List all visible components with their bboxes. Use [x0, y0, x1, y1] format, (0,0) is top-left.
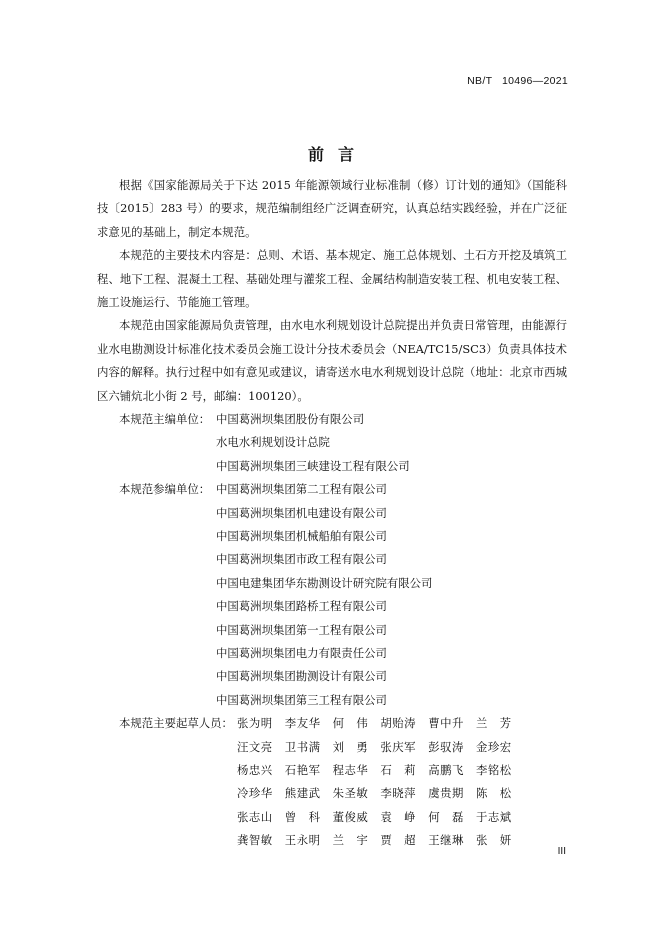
participant-row: [97, 525, 567, 548]
drafter-name: 张志山: [237, 809, 273, 824]
drafter-name: 张 妍: [475, 833, 512, 848]
participant-row: [97, 665, 567, 688]
drafter-name: 石艳军: [284, 762, 321, 777]
participant-row: [97, 595, 567, 618]
standard-code: NB/T 10496—2021: [467, 75, 568, 87]
participant-row: [97, 478, 567, 501]
participant-unit: 中国电建集团华东勘测设计研究院有限公司: [216, 575, 433, 590]
drafter-name: 刘 勇: [332, 739, 369, 754]
drafters-label: 本规范主要起草人员：: [119, 716, 233, 731]
drafter-name: 袁 峥: [380, 809, 417, 824]
participant-unit: 中国葛洲坝集团机械船舶有限公司: [216, 529, 387, 544]
drafter-name: 龚智敏: [237, 833, 273, 848]
participant-row: [97, 642, 567, 665]
drafter-name: 张庆军: [380, 739, 417, 754]
drafters-block: [97, 712, 567, 852]
drafter-name: 高鹏飞: [428, 762, 464, 777]
drafter-name: 何 伟: [332, 716, 369, 731]
page-number: III: [557, 846, 566, 857]
drafters-names: [237, 712, 524, 852]
drafter-name: 石 莉: [380, 762, 417, 777]
drafter-name: 董俊威: [332, 809, 369, 824]
drafter-name: 王永明: [284, 833, 321, 848]
chief-editor-row: [97, 431, 567, 454]
paragraph-3: 本规范由国家能源局负责管理，由水电水利规划设计总院提出并负责日常管理，由能源行业水电勘测设计标准化技术委员会施工设计分技术委员会（NEA/TC15/SC3）负责具体技术内容的解释。执行过程中如有意见或建议，请寄送水电水利规划设计总院（地址：北京市西城区六铺炕北小街 2 号，邮编：100120）。: [97, 318, 567, 403]
drafter-name: 兰 宇: [332, 833, 369, 848]
drafter-name: 熊建武: [284, 786, 321, 801]
drafter-name: 冷珍华: [237, 786, 273, 801]
participant-unit: 中国葛洲坝集团第一工程有限公司: [216, 622, 387, 637]
chief-editor-unit: 中国葛洲坝集团三峡建设工程有限公司: [216, 458, 410, 473]
drafter-name: 胡贻涛: [380, 716, 417, 731]
drafter-name: 张为明: [237, 716, 273, 731]
participant-row: [97, 572, 567, 595]
participant-row: [97, 548, 567, 571]
paragraph-2: 本规范的主要技术内容是：总则、术语、基本规定、施工总体规划、土石方开挖及填筑工程、地下工程、混凝土工程、基础处理与灌浆工程、金属结构制造安装工程、机电安装工程、施工设施运行、节能施工管理。: [97, 248, 567, 310]
drafter-name: 彭驭涛: [428, 739, 464, 754]
drafter-name: 汪文亮: [237, 739, 273, 754]
paragraph-1: 根据《国家能源局关于下达 2015 年能源领域行业标准制（修）订计划的通知》（国能科技〔2015〕283 号）的要求，规范编制组经广泛调查研究，认真总结实践经验，并在广泛征求意见的基础上，制定本规范。: [97, 178, 567, 239]
chief-editor-row: [97, 455, 567, 478]
page-title: 前言: [307, 145, 368, 164]
participant-row: [97, 689, 567, 712]
drafter-name: 陈 松: [475, 786, 512, 801]
document-body: [97, 174, 567, 852]
drafter-name: 曹中升: [428, 716, 464, 731]
chief-editor-unit: 中国葛洲坝集团股份有限公司: [216, 412, 365, 427]
drafter-name: 于志斌: [475, 809, 512, 824]
participant-row: [97, 502, 567, 525]
participant-unit: 中国葛洲坝集团机电建设有限公司: [216, 505, 387, 520]
participant-unit: 中国葛洲坝集团路桥工程有限公司: [216, 599, 387, 614]
participant-unit: 中国葛洲坝集团第三工程有限公司: [216, 692, 387, 707]
drafter-name: 杨忠兴: [237, 762, 273, 777]
drafter-name: 曾 科: [284, 809, 321, 824]
drafter-name: 何 磊: [428, 809, 464, 824]
drafter-name: 李铭松: [475, 762, 512, 777]
chief-editor-label: 本规范主编单位：: [119, 412, 211, 427]
drafter-name: 虞贵期: [428, 786, 464, 801]
drafter-name: 李友华: [284, 716, 321, 731]
participant-unit: 中国葛洲坝集团电力有限责任公司: [216, 645, 387, 660]
participant-row: [97, 619, 567, 642]
chief-editor-unit: 水电水利规划设计总院: [216, 435, 330, 450]
chief-editor-row: [97, 408, 567, 431]
drafter-name: 卫书满: [284, 739, 321, 754]
participant-unit: 中国葛洲坝集团勘测设计有限公司: [216, 669, 387, 684]
drafter-name: 兰 芳: [475, 716, 512, 731]
participant-unit: 中国葛洲坝集团市政工程有限公司: [216, 552, 387, 567]
drafter-name: 贾 超: [380, 833, 417, 848]
participant-unit: 中国葛洲坝集团第二工程有限公司: [216, 482, 387, 497]
drafter-name: 朱圣敏: [332, 786, 369, 801]
participant-label: 本规范参编单位：: [119, 482, 211, 497]
drafter-name: 李晓萍: [380, 786, 417, 801]
drafter-name: 金珍宏: [475, 739, 512, 754]
drafter-name: 程志华: [332, 762, 369, 777]
drafter-name: 王继琳: [428, 833, 464, 848]
